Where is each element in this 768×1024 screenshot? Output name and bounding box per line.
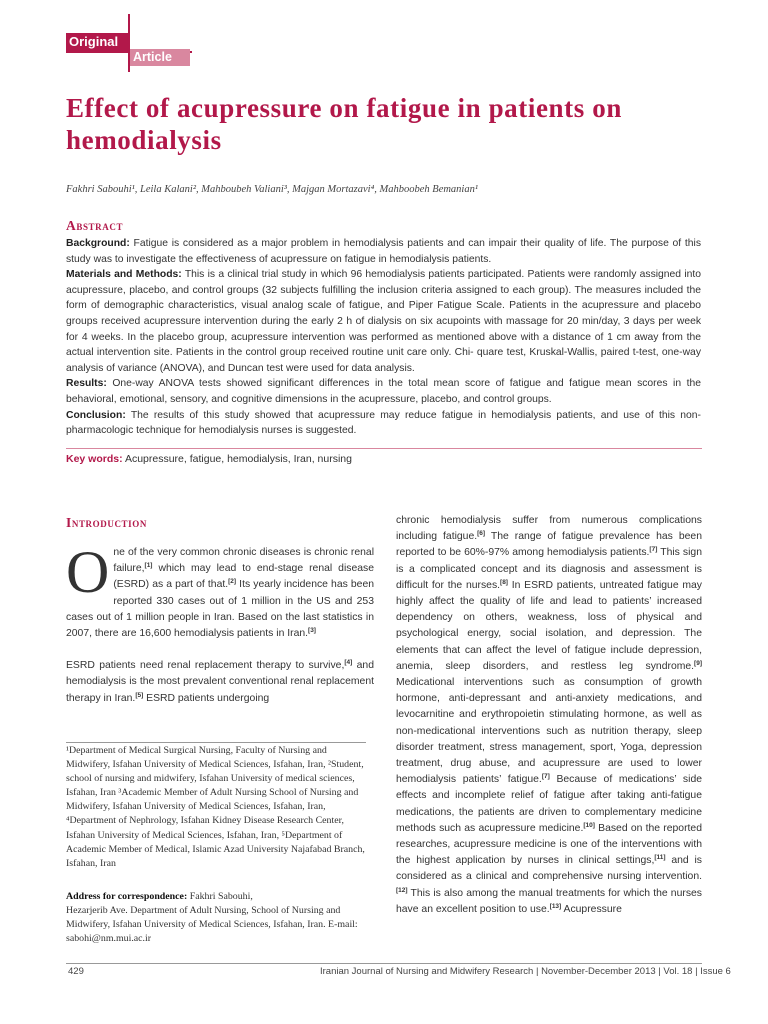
text-run: which may lead to end-stage renal disease (ESRD) as a part of that. [113, 563, 374, 591]
tag-original: Original [66, 33, 128, 51]
citation: [9] [694, 659, 702, 667]
left-column [66, 539, 375, 707]
citation: [1] [144, 562, 153, 570]
abstract-heading: Abstract [66, 218, 124, 233]
background-label: Background: [66, 238, 130, 249]
drop-cap: O [66, 539, 110, 605]
correspondence-line [66, 890, 372, 904]
citation: [6] [477, 530, 486, 538]
correspondence-block [66, 890, 372, 946]
affiliations-footnote [66, 744, 372, 871]
author-list: Fakhri Sabouhi¹, Leila Kalani², Mahboubeh Valiani³, Majgan Mortazavi⁴, Mahboobeh Bemanian¹ [66, 184, 479, 195]
text-run: ESRD patients need renal replacement therapy to survive, [66, 660, 345, 672]
citation: [7] [541, 773, 550, 781]
intro-paragraph-2 [66, 658, 374, 707]
page-number: 429 [68, 966, 84, 977]
results-text: One-way ANOVA tests showed significant differences in the total mean score of fatigue and fatigue mean scores in the behavioral, emotional, sensory, and cognitive dimensions in the acupressure, placebo, and control groups. [66, 378, 701, 405]
methods-text: This is a clinical trial study in which 96 hemodialysis patients participated. Patients were randomly assigned into acupressure, placebo, and control groups (32 subjects fulfilling the inclusion criteria assigned to each group). The measures included the form of demographic characteristics, visual analog scale of fatigue, and Piper Fatigue Scale. Patients in the acupressure and placebo groups received acupressure intervention during the early 2 h of dialysis on six acupoints with massage for 20 min/day, 3 days per week for 4 weeks. In the placebo group, acupressure intervention was performed as mentioned above with a distance of 1 cm away from the actual intervention site. Patients in the control group received routine unit care only. Chi- quare test, Kruskal-Wallis, paired t-test, one-way analysis of variance (ANOVA), and Duncan test were used for data analysis. [66, 269, 702, 374]
keywords-label: Key words: [66, 453, 123, 465]
citation: [10] [583, 821, 595, 829]
citation: [7] [649, 546, 658, 554]
text-run: Its yearly incidence has been reported 330 cases out of 1 million in the US and 253 cases out of 1 million people in Iran. Based on the last statistics in 2007, there are 16,600 hemodialysis patients in Iran. [66, 579, 375, 640]
keywords [66, 453, 702, 465]
conclusion-text: The results of this study showed that acupressure may reduce fatigue in hemodialysis patients, and use of this non-pharmacologic technique for hemodialysis nurses is suggested. [66, 409, 701, 437]
affiliations-text: ¹Department of Medical Surgical Nursing, Faculty of Nursing and Midwifery, Isfahan University of Medical Sciences, Isfahan, Iran, ²Student, school of nursing and midwifery, Isfahan University of medical sciences, Isfahan, Iran ³Academic Member of Adult Nursing School of Nursing and Midwifery, Isfahan University of Medical Sciences, Isfahan, Iran, ⁴Department of Nephrology, Isfahan Kidney Disease Research Center, Isfahan University of Medical Sciences, Isfahan, Iran, ⁵Department of Academic Member of Medical, Islamic Azad University Najafabad Branch, Isfahan, Iran [66, 745, 365, 869]
methods-label: Materials and Methods: [66, 269, 182, 281]
conclusion-label: Conclusion: [66, 409, 126, 421]
footer-divider [66, 963, 702, 964]
text-run: The range of fatigue prevalence has been reported to be 60%-97% among hemodialysis patients. [396, 531, 702, 559]
correspondence-label: Address for correspondence: [66, 891, 188, 902]
text-run: and is considered as a clinical and comprehensive nursing intervention. [396, 855, 702, 883]
text-run: ne of the very common chronic diseases is chronic renal failure, [113, 547, 374, 575]
abstract-conclusion [66, 408, 701, 439]
keywords-divider [66, 448, 702, 449]
intro-paragraph-3 [396, 513, 702, 918]
text-run: Acupressure [561, 903, 622, 915]
footnote-divider [66, 742, 366, 743]
journal-citation: Iranian Journal of Nursing and Midwifery Research | November-December 2013 | Vol. 18 | Issue 6 [320, 966, 731, 977]
text-run: Because of medications’ side effects and incomplete relief of fatigue after taking anti-fatigue medications, the patients are driven to complementary medicine methods such as acupressure medicine. [396, 774, 702, 834]
right-column [396, 513, 702, 918]
text-run: ESRD patients undergoing [143, 692, 270, 704]
citation: [8] [500, 578, 508, 586]
introduction-heading: Introduction [66, 515, 147, 530]
abstract-background [66, 236, 701, 267]
abstract-body [66, 236, 701, 439]
citation: [13] [549, 902, 562, 910]
citation: [4] [344, 659, 353, 667]
abstract-methods [66, 267, 701, 376]
results-label: Results: [66, 378, 107, 390]
intro-paragraph-1 [66, 539, 375, 642]
citation: [11] [654, 854, 666, 862]
citation: [12] [396, 886, 408, 894]
abstract-results [66, 376, 701, 407]
correspondence-address: Hezarjerib Ave. Department of Adult Nursing, School of Nursing and Midwifery, Isfahan University of Medical Sciences, Isfahan, Iran. E-mail: sabohi@nm.mui.ac.ir [66, 905, 358, 945]
citation: [3] [308, 627, 316, 635]
keywords-text: Acupressure, fatigue, hemodialysis, Iran, nursing [124, 453, 352, 465]
citation: [5] [135, 691, 144, 699]
tag-article: Article [130, 49, 190, 66]
text-run: chronic hemodialysis suffer from numerous complications including fatigue. [396, 515, 702, 543]
correspondence-name: Fakhri Sabouhi, [187, 891, 253, 902]
text-run: This sign is a complicated concept and its diagnosis and assessment is difficult for the nurses. [396, 547, 702, 591]
text-run: Based on the reported researches, acupressure medicine is one of the interventions with the highest application by nurses in clinical settings, [396, 822, 702, 867]
text-run: and hemodialysis is the most prevalent conventional renal replacement therapy in Iran. [66, 660, 374, 704]
article-title: Effect of acupressure on fatigue in patients on hemodialysis [66, 93, 622, 155]
citation: [2] [228, 578, 237, 586]
background-text: Fatigue is considered as a major problem in hemodialysis patients and can impair their quality of life. The purpose of this study was to investigate the effectiveness of acupressure on fatigue in hemodialysis patients. [66, 238, 701, 265]
text-run: In ESRD patients, untreated fatigue may highly affect the quality of life and lead to patients’ increased dependency on others, weakness, loss of physical and psychological energy, social isolation, and depression. The elements that can affect the level of fatigue include depression, anemia, sleep disorders, and restless leg syndrome. [396, 579, 702, 672]
text-run: Medicational interventions such as consumption of growth hormone, anti-depressant and anti-anxiety medications, and levocarnitine and erythropoietin stimulating hormone, as well as non-medicational interventions such as nutrition therapy, sleep disorder treatment, stress management, sport, Yoga, depression treatment, drug abuse, and acupressure are used to lower hemodialysis patients’ fatigue. [396, 677, 702, 786]
text-run: This is also among the manual treatments for which the nurses have an excellent position to use. [396, 887, 702, 915]
